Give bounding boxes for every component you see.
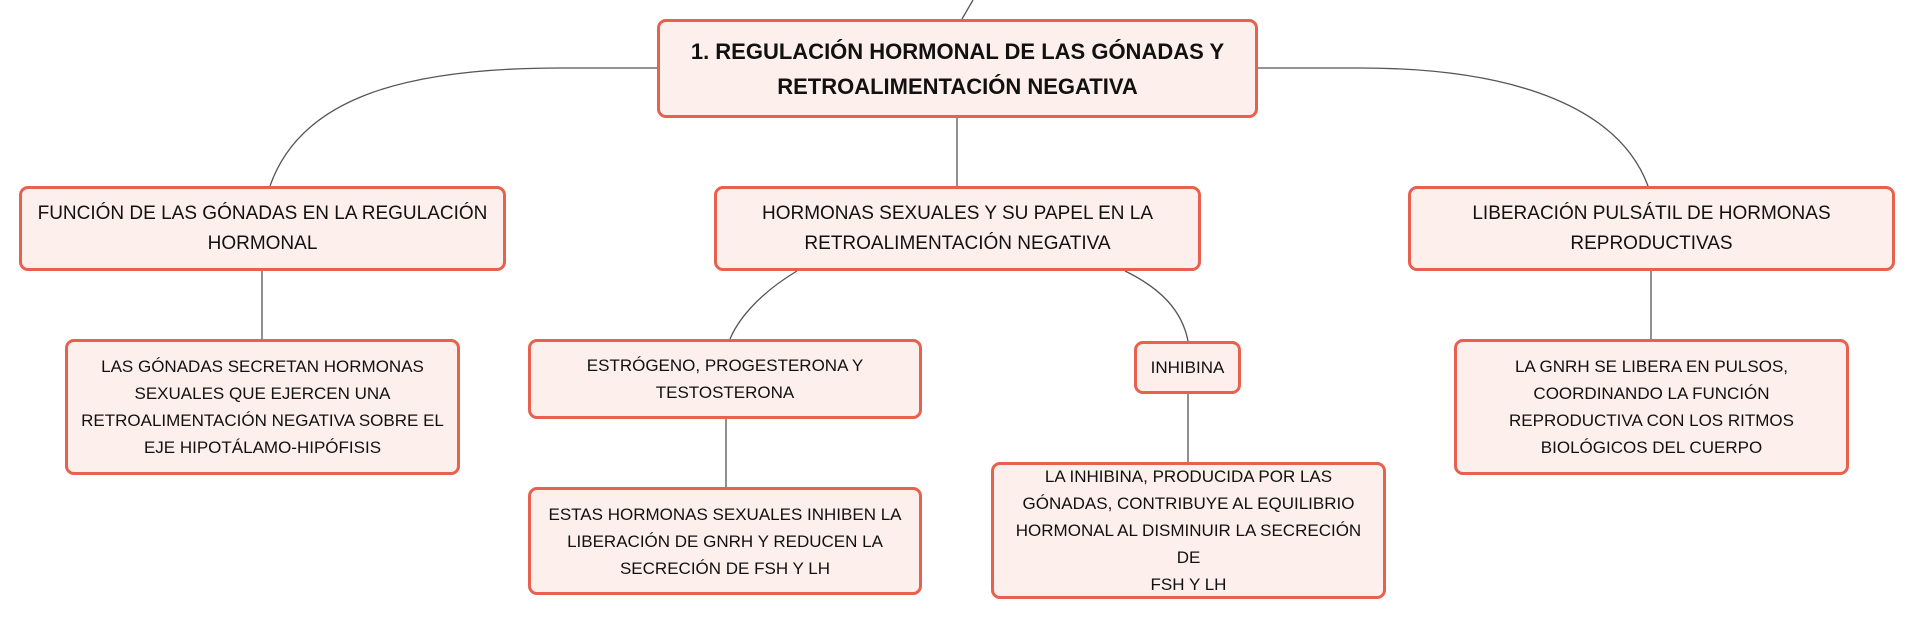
connector-root-to-gonadas <box>270 68 657 186</box>
connector-root-to-liberacion <box>1258 68 1648 186</box>
subtopic-label: LA GNRH SE LIBERA EN PULSOS, COORDINANDO LA FUNCIÓN REPRODUCTIVA CON LOS RITMOS BIOLÓGICOS DEL CUERPO <box>1509 357 1794 457</box>
root-topic-node[interactable] <box>657 19 1258 118</box>
subtopic-gonadas-detail[interactable] <box>65 339 460 475</box>
subtopic-estrogeno-detail[interactable] <box>528 487 922 595</box>
topic-hormonas-sexuales[interactable] <box>714 186 1201 271</box>
subtopic-label: ESTAS HORMONAS SEXUALES INHIBEN LA LIBERACIÓN DE GNRH Y REDUCEN LA SECRECIÓN DE FSH Y LH <box>548 504 902 578</box>
subtopic-label: LA INHIBINA, PRODUCIDA POR LAS GÓNADAS, CONTRIBUYE AL EQUILIBRIO HORMONAL AL DISMINUIR LA SECRECIÓN DE FSH Y LH <box>1015 467 1362 594</box>
topic-funcion-gonadas[interactable] <box>19 186 506 271</box>
topic-label: HORMONAS SEXUALES Y SU PAPEL EN LA RETROALIMENTACIÓN NEGATIVA <box>761 202 1154 254</box>
subtopic-label: INHIBINA <box>1150 358 1225 377</box>
connector-hormonas-to-estrogeno <box>730 271 797 339</box>
subtopic-inhibina[interactable] <box>1134 341 1241 394</box>
subtopic-inhibina-detail[interactable] <box>991 462 1386 599</box>
connector-hormonas-to-inhibina <box>1125 271 1188 341</box>
connector-parent-to-root <box>962 0 973 19</box>
topic-label: LIBERACIÓN PULSÁTIL DE HORMONAS REPRODUCTIVAS <box>1472 202 1831 254</box>
subtopic-label: ESTRÓGENO, PROGESTERONA Y TESTOSTERONA <box>586 356 864 402</box>
subtopic-gnrh-detail[interactable] <box>1454 339 1849 475</box>
root-topic-label: 1. REGULACIÓN HORMONAL DE LAS GÓNADAS Y RETROALIMENTACIÓN NEGATIVA <box>690 38 1225 99</box>
topic-label: FUNCIÓN DE LAS GÓNADAS EN LA REGULACIÓN HORMONAL <box>37 202 488 254</box>
subtopic-estrogeno[interactable] <box>528 339 922 419</box>
topic-liberacion-pulsatil[interactable] <box>1408 186 1895 271</box>
subtopic-label: LAS GÓNADAS SECRETAN HORMONAS SEXUALES QUE EJERCEN UNA RETROALIMENTACIÓN NEGATIVA SOBRE EL EJE HIPOTÁLAMO-HIPÓFISIS <box>81 357 444 457</box>
